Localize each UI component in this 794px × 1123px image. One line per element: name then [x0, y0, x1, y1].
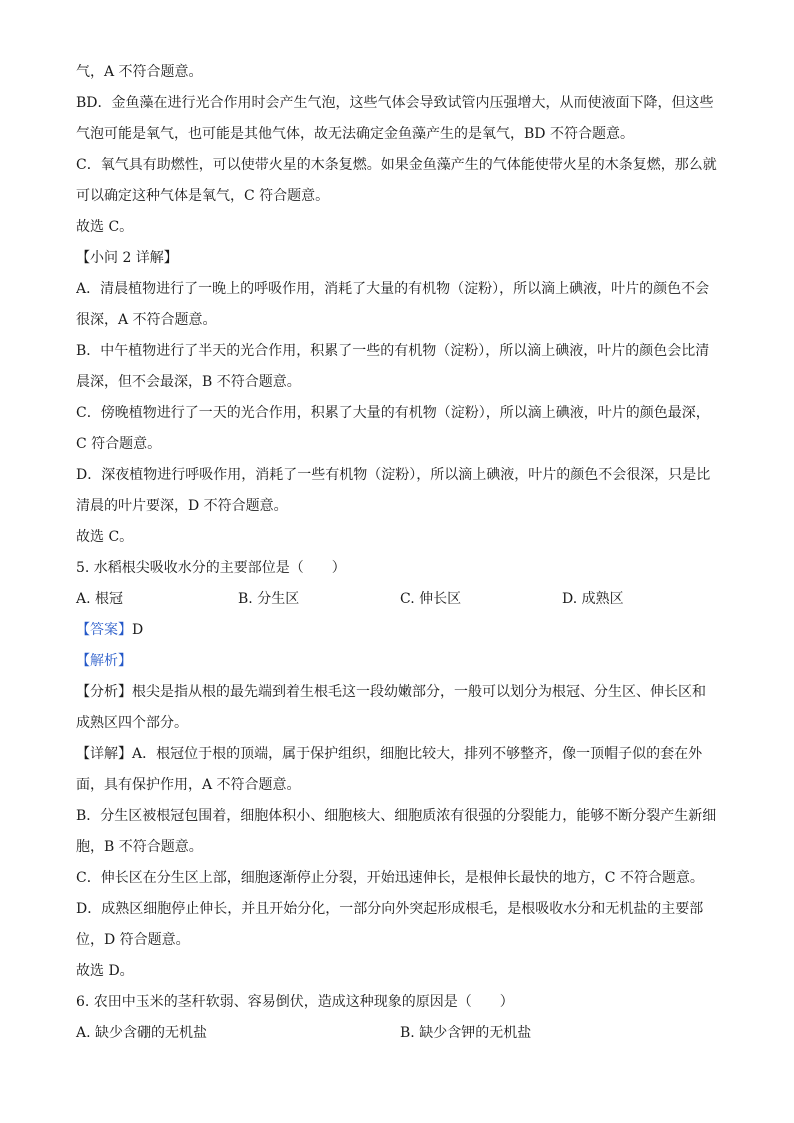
text-line: A．清晨植物进行了一晚上的呼吸作用，消耗了大量的有机物（淀粉），所以滴上碘液，叶片的颜色不会	[76, 281, 710, 297]
question-6: 6. 农田中玉米的茎秆软弱、容易倒伏，造成这种现象的原因是（ ）	[76, 994, 514, 1010]
q6-option-b: B. 缺少含钾的无机盐	[400, 1025, 532, 1041]
section-heading: 【小问 2 详解】	[76, 250, 178, 266]
text-line: 晨深，但不会最深，B 不符合题意。	[76, 374, 301, 390]
question-5: 5. 水稻根尖吸收水分的主要部位是（ ）	[76, 560, 346, 576]
q6-option-a: A. 缺少含硼的无机盐	[76, 1025, 208, 1041]
text-line: D．深夜植物进行呼吸作用，消耗了一些有机物（淀粉），所以滴上碘液，叶片的颜色不会很深，只是比	[76, 467, 711, 483]
text-line: B．中午植物进行了半天的光合作用，积累了一些的有机物（淀粉），所以滴上碘液，叶片的颜色会比清	[76, 343, 710, 359]
text-line: 清晨的叶片要深，D 不符合题意。	[76, 498, 288, 514]
text-line: 故选 D。	[76, 963, 134, 979]
text-line: BD．金鱼藻在进行光合作用时会产生气泡，这些气体会导致试管内压强增大，从而使液面下降，但这些	[76, 95, 714, 111]
text-line: D．成熟区细胞停止伸长，并且开始分化，一部分向外突起形成根毛，是根吸收水分和无机盐的主要部	[76, 901, 704, 917]
text-line: 面，具有保护作用，A 不符合题意。	[76, 777, 301, 793]
text-line: 很深，A 不符合题意。	[76, 312, 217, 328]
text-line: C 符合题意。	[76, 436, 162, 452]
q5-option-a: A. 根冠	[76, 591, 124, 607]
text-line: 气，A 不符合题意。	[76, 64, 203, 80]
answer-value: D	[132, 622, 144, 638]
q5-option-d: D. 成熟区	[562, 591, 624, 607]
text-line: C．傍晚植物进行了一天的光合作用，积累了大量的有机物（淀粉），所以滴上碘液，叶片的颜色最深，	[76, 405, 710, 421]
answer-line	[76, 620, 726, 640]
text-line: C．伸长区在分生区上部，细胞逐渐停止分裂，开始迅速伸长，是根伸长最快的地方，C 不符合题意。	[76, 870, 704, 886]
q5-option-b: B. 分生区	[238, 591, 300, 607]
analysis-label: 【解析】	[76, 653, 132, 669]
text-line: 【详解】A．根冠位于根的顶端，属于保护组织，细胞比较大，排列不够整齐，像一顶帽子似的套在外	[76, 746, 703, 762]
text-line: 胞，B 不符合题意。	[76, 839, 203, 855]
text-line: 故选 C。	[76, 529, 134, 545]
text-line: 故选 C。	[76, 219, 134, 235]
text-line: 可以确定这种气体是氧气，C 符合题意。	[76, 188, 330, 204]
answer-label: 【答案】	[76, 622, 132, 638]
text-line: 气泡可能是氧气，也可能是其他气体，故无法确定金鱼藻产生的是氧气，BD 不符合题意。	[76, 126, 634, 142]
text-line: 【分析】根尖是指从根的最先端到着生根毛这一段幼嫩部分，一般可以划分为根冠、分生区、伸长区和	[76, 684, 706, 700]
text-line: C．氧气具有助燃性，可以使带火星的木条复燃。如果金鱼藻产生的气体能使带火星的木条复燃，那么就	[76, 157, 717, 173]
q5-option-c: C. 伸长区	[400, 591, 462, 607]
text-line: B．分生区被根冠包围着，细胞体积小、细胞核大、细胞质浓有很强的分裂能力，能够不断分裂产生新细	[76, 808, 717, 824]
text-line: 位，D 符合题意。	[76, 932, 190, 948]
text-line: 成熟区四个部分。	[76, 715, 188, 731]
